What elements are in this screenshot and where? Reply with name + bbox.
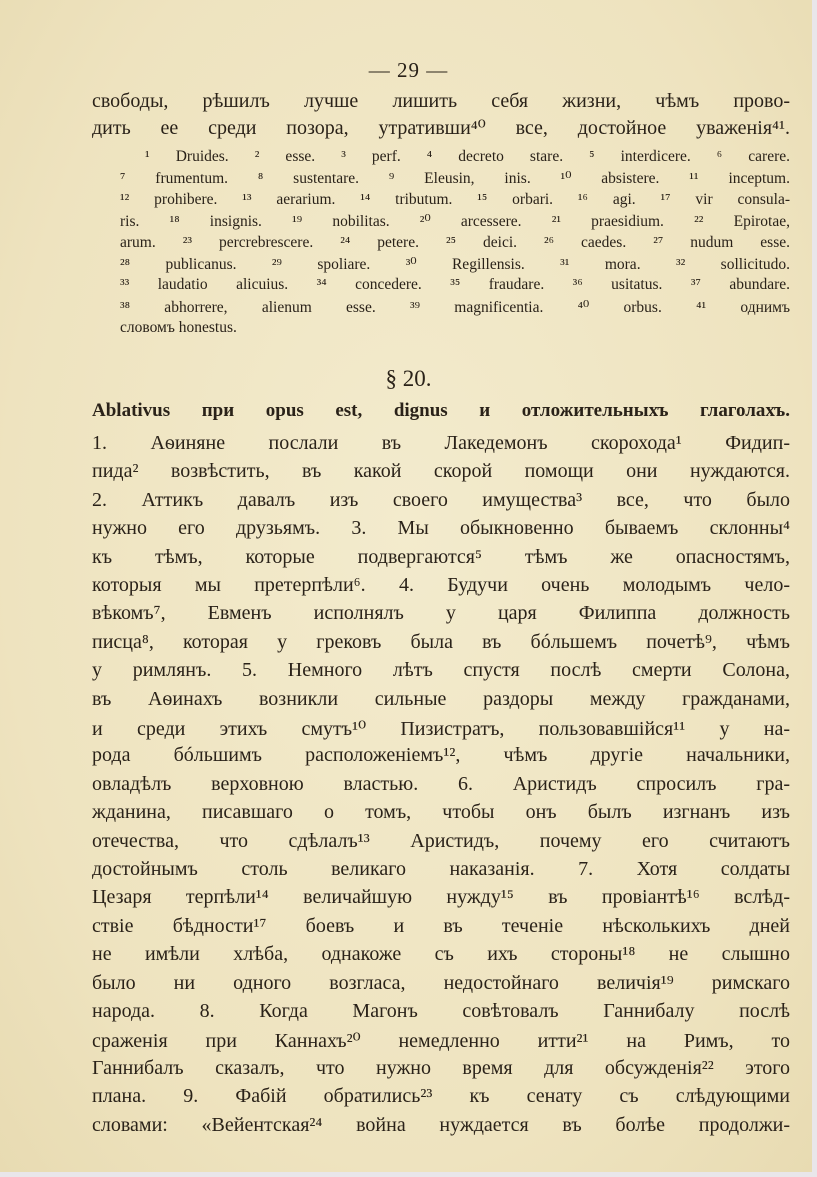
section-heading: Ablativus при opus est, dignus и отложительныхъ глаголахъ. bbox=[92, 400, 790, 421]
text-line: рода бóльшимъ расположеніемъ¹², чѣмъ другіе начальники, bbox=[92, 744, 790, 767]
text-line: дить ее среди позора, утративши⁴⁰ все, достойное уваженія⁴¹. bbox=[92, 117, 790, 139]
text-line: народа. 8. Когда Магонъ совѣтовалъ Ганнибалу послѣ bbox=[92, 1000, 790, 1022]
text-line: нужно его друзьямъ. 3. Мы обыкновенно бываемъ склонны⁴ bbox=[92, 517, 790, 540]
text-line: пида² возвѣстить, въ какой скорой помощи они нуждаются. bbox=[92, 460, 790, 483]
text-line: 1. Аѳиняне послали въ Лакедемонъ скорохода¹ Фидип- bbox=[92, 432, 790, 454]
footnote-line: ¹ Druides. ² esse. ³ perf. ⁴ decreto stare. ⁵ interdicere. ⁶ carere. bbox=[145, 148, 790, 165]
text-line: 2. Аттикъ давалъ изъ своего имущества³ все, что было bbox=[92, 488, 790, 511]
text-line: у римлянъ. 5. Немного лѣтъ спустя послѣ смерти Солона, bbox=[92, 659, 790, 682]
text-line: вѣкомъ⁷, Евменъ исполнялъ у царя Филиппа должность bbox=[92, 602, 790, 625]
text-line: отечества, что сдѣлалъ¹³ Аристидъ, почему его считаютъ bbox=[92, 829, 790, 852]
text-line: словами: «Вейентская²⁴ война нуждается въ болѣе продолжи- bbox=[92, 1113, 790, 1136]
footnote-line: arum. ²³ percrebrescere. ²⁴ petere. ²⁵ deici. ²⁶ caedes. ²⁷ nudum esse. bbox=[120, 233, 790, 251]
text-line: къ тѣмъ, которые подвергаются⁵ тѣмъ же опасностямъ, bbox=[92, 545, 790, 568]
text-line: ствіе бѣдности¹⁷ боевъ и въ теченіе нѣсколькихъ дней bbox=[92, 914, 790, 937]
text-line: плана. 9. Фабій обратились²³ къ сенату съ слѣдующими bbox=[92, 1085, 790, 1108]
text-line: жданина, писавшаго о томъ, чтобы онъ былъ изгнанъ изъ bbox=[92, 801, 790, 824]
text-line: Ганнибалъ сказалъ, что нужно время для обсужденія²² этого bbox=[92, 1056, 790, 1079]
footnote-line: словомъ honestus. bbox=[120, 319, 237, 337]
footnote-line: ris. ¹⁸ insignis. ¹⁹ nobilitas. ²⁰ arcessere. ²¹ praesidium. ²² Epirotae, bbox=[120, 213, 790, 231]
footnote-line: ¹² prohibere. ¹³ aerarium. ¹⁴ tributum. ¹⁵ orbari. ¹⁶ agi. ¹⁷ vir consula- bbox=[120, 190, 790, 208]
section-title: § 20. bbox=[385, 366, 432, 391]
text-line: овладѣлъ верховною властью. 6. Аристидъ спросилъ гра- bbox=[92, 772, 790, 795]
text-line: свободы, рѣшилъ лучше лишить себя жизни, чѣмъ прово- bbox=[92, 90, 790, 112]
text-line: Цезаря терпѣли¹⁴ величайшую нужду¹⁵ въ провіантѣ¹⁶ вслѣд- bbox=[92, 886, 790, 909]
page-number: — 29 — bbox=[368, 58, 449, 82]
footnote-line: ⁷ frumentum. ⁸ sustentare. ⁹ Eleusin, inis. ¹⁰ absistere. ¹¹ inceptum. bbox=[120, 170, 790, 188]
text-line: не имѣли хлѣба, однакоже съ ихъ стороны¹⁸ не слышно bbox=[92, 943, 790, 966]
footnote-line: ³⁸ abhorrere, alienum esse. ³⁹ magnificentia. ⁴⁰ orbus. ⁴¹ однимъ bbox=[120, 298, 790, 316]
footnote-line: ²⁸ publicanus. ²⁹ spoliare. ³⁰ Regillensis. ³¹ mora. ³² sollicitudo. bbox=[120, 256, 790, 273]
text-line: въ Аѳинахъ возникли сильные раздоры между гражданами, bbox=[92, 687, 790, 710]
text-line: писца⁸, которая у грековъ была въ бóльшемъ почетѣ⁹, чѣмъ bbox=[92, 630, 790, 653]
text-line: и среди этихъ смутъ¹⁰ Пизистратъ, пользовавшійся¹¹ у на- bbox=[92, 718, 790, 740]
text-line: достойнымъ столь великаго наказанія. 7. Хотя солдаты bbox=[92, 858, 790, 880]
text-line: сраженія при Каннахъ²⁰ немедленно итти²¹ на Римъ, то bbox=[92, 1030, 790, 1053]
text-line: которыя мы претерпѣли⁶. 4. Будучи очень молодымъ чело- bbox=[92, 574, 790, 596]
text-line: было ни одного возгласа, недостойнаго величія¹⁹ римскаго bbox=[92, 971, 790, 994]
footnote-line: ³³ laudatio alicuius. ³⁴ concedere. ³⁵ fraudare. ³⁶ usitatus. ³⁷ abundare. bbox=[120, 276, 790, 294]
